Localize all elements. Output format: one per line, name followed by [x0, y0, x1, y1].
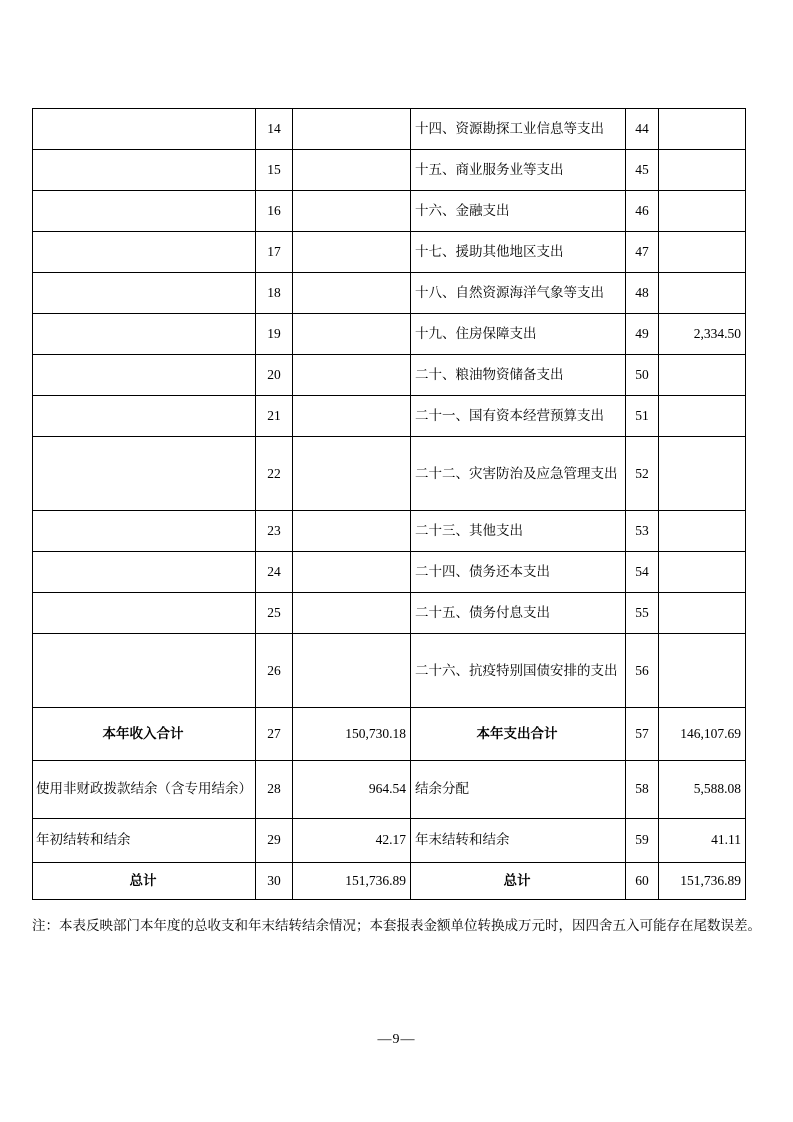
right-amount-cell: [659, 511, 746, 552]
left-amount-cell: [293, 396, 411, 437]
right-number-cell: 46: [626, 191, 659, 232]
right-number-cell: 51: [626, 396, 659, 437]
left-amount-cell: [293, 150, 411, 191]
right-amount-cell: [659, 355, 746, 396]
left-label-cell: [33, 273, 256, 314]
left-amount-cell: 964.54: [293, 761, 411, 819]
left-number-cell: 23: [256, 511, 293, 552]
left-label-cell: [33, 109, 256, 150]
right-amount-cell: 5,588.08: [659, 761, 746, 819]
right-label-cell: 二十二、灾害防治及应急管理支出: [411, 437, 626, 511]
left-label-cell: [33, 150, 256, 191]
right-amount-cell: 2,334.50: [659, 314, 746, 355]
right-amount-cell: [659, 396, 746, 437]
left-amount-cell: [293, 593, 411, 634]
right-label-cell: 二十四、债务还本支出: [411, 552, 626, 593]
left-number-cell: 30: [256, 863, 293, 900]
right-amount-cell: 41.11: [659, 819, 746, 863]
table-row: [33, 355, 746, 396]
right-number-cell: 49: [626, 314, 659, 355]
right-number-cell: 60: [626, 863, 659, 900]
right-number-cell: 54: [626, 552, 659, 593]
left-amount-cell: 150,730.18: [293, 708, 411, 761]
left-label-cell: [33, 593, 256, 634]
left-label-cell: [33, 396, 256, 437]
left-label-cell: [33, 314, 256, 355]
left-label-cell: 使用非财政拨款结余（含专用结余）: [33, 761, 256, 819]
left-label-cell: [33, 634, 256, 708]
right-amount-cell: [659, 593, 746, 634]
left-amount-cell: [293, 314, 411, 355]
left-number-cell: 29: [256, 819, 293, 863]
right-amount-cell: [659, 191, 746, 232]
table-row: [33, 232, 746, 273]
left-number-cell: 20: [256, 355, 293, 396]
left-number-cell: 19: [256, 314, 293, 355]
budget-table: [32, 108, 746, 900]
left-label-cell: 年初结转和结余: [33, 819, 256, 863]
right-label-cell: 结余分配: [411, 761, 626, 819]
left-amount-cell: [293, 109, 411, 150]
table-row: [33, 314, 746, 355]
right-number-cell: 44: [626, 109, 659, 150]
page-number: —9—: [377, 1032, 416, 1047]
table-row: [33, 593, 746, 634]
table-row: [33, 552, 746, 593]
right-label-cell: 十九、住房保障支出: [411, 314, 626, 355]
right-number-cell: 53: [626, 511, 659, 552]
left-amount-cell: 151,736.89: [293, 863, 411, 900]
left-amount-cell: [293, 552, 411, 593]
left-amount-cell: [293, 273, 411, 314]
table-row: [33, 150, 746, 191]
left-label-cell: [33, 437, 256, 511]
right-number-cell: 59: [626, 819, 659, 863]
left-label-cell: [33, 191, 256, 232]
right-label-cell: 十四、资源勘探工业信息等支出: [411, 109, 626, 150]
left-amount-cell: [293, 191, 411, 232]
right-label-cell: 十七、援助其他地区支出: [411, 232, 626, 273]
left-number-cell: 15: [256, 150, 293, 191]
left-amount-cell: [293, 355, 411, 396]
table-row: [33, 863, 746, 900]
table-row: [33, 511, 746, 552]
left-label-cell: [33, 232, 256, 273]
table-note: 注：本表反映部门本年度的总收支和年末结转结余情况；本套报表金额单位转换成万元时，因四舍五入可能存在尾数误差。: [32, 918, 761, 933]
right-label-cell: 十五、商业服务业等支出: [411, 150, 626, 191]
left-number-cell: 18: [256, 273, 293, 314]
right-label-cell: 本年支出合计: [411, 708, 626, 761]
table-row: [33, 819, 746, 863]
table-row: [33, 109, 746, 150]
left-number-cell: 14: [256, 109, 293, 150]
table-row: [33, 191, 746, 232]
right-amount-cell: [659, 150, 746, 191]
right-amount-cell: [659, 634, 746, 708]
left-number-cell: 17: [256, 232, 293, 273]
left-number-cell: 21: [256, 396, 293, 437]
table-row: [33, 708, 746, 761]
left-amount-cell: 42.17: [293, 819, 411, 863]
right-label-cell: 二十、粮油物资储备支出: [411, 355, 626, 396]
left-number-cell: 24: [256, 552, 293, 593]
left-number-cell: 25: [256, 593, 293, 634]
table-row: [33, 761, 746, 819]
table-row: [33, 437, 746, 511]
left-number-cell: 27: [256, 708, 293, 761]
right-label-cell: 年末结转和结余: [411, 819, 626, 863]
right-amount-cell: 151,736.89: [659, 863, 746, 900]
left-number-cell: 22: [256, 437, 293, 511]
right-amount-cell: [659, 232, 746, 273]
right-amount-cell: 146,107.69: [659, 708, 746, 761]
right-label-cell: 二十五、债务付息支出: [411, 593, 626, 634]
right-label-cell: 二十六、抗疫特别国债安排的支出: [411, 634, 626, 708]
right-number-cell: 50: [626, 355, 659, 396]
left-number-cell: 28: [256, 761, 293, 819]
left-label-cell: [33, 511, 256, 552]
right-amount-cell: [659, 273, 746, 314]
left-label-cell: [33, 355, 256, 396]
left-amount-cell: [293, 634, 411, 708]
left-label-cell: [33, 552, 256, 593]
table-row: [33, 273, 746, 314]
left-number-cell: 26: [256, 634, 293, 708]
right-amount-cell: [659, 437, 746, 511]
left-label-cell: 本年收入合计: [33, 708, 256, 761]
right-label-cell: 十六、金融支出: [411, 191, 626, 232]
table-row: [33, 396, 746, 437]
right-label-cell: 二十一、国有资本经营预算支出: [411, 396, 626, 437]
left-label-cell: 总计: [33, 863, 256, 900]
budget-table-body: [33, 109, 746, 900]
right-amount-cell: [659, 552, 746, 593]
right-number-cell: 48: [626, 273, 659, 314]
right-number-cell: 58: [626, 761, 659, 819]
right-number-cell: 55: [626, 593, 659, 634]
right-label-cell: 二十三、其他支出: [411, 511, 626, 552]
right-label-cell: 十八、自然资源海洋气象等支出: [411, 273, 626, 314]
left-amount-cell: [293, 437, 411, 511]
right-number-cell: 45: [626, 150, 659, 191]
right-number-cell: 52: [626, 437, 659, 511]
right-label-cell: 总计: [411, 863, 626, 900]
table-row: [33, 634, 746, 708]
left-number-cell: 16: [256, 191, 293, 232]
right-number-cell: 56: [626, 634, 659, 708]
left-amount-cell: [293, 232, 411, 273]
right-number-cell: 47: [626, 232, 659, 273]
right-number-cell: 57: [626, 708, 659, 761]
right-amount-cell: [659, 109, 746, 150]
left-amount-cell: [293, 511, 411, 552]
